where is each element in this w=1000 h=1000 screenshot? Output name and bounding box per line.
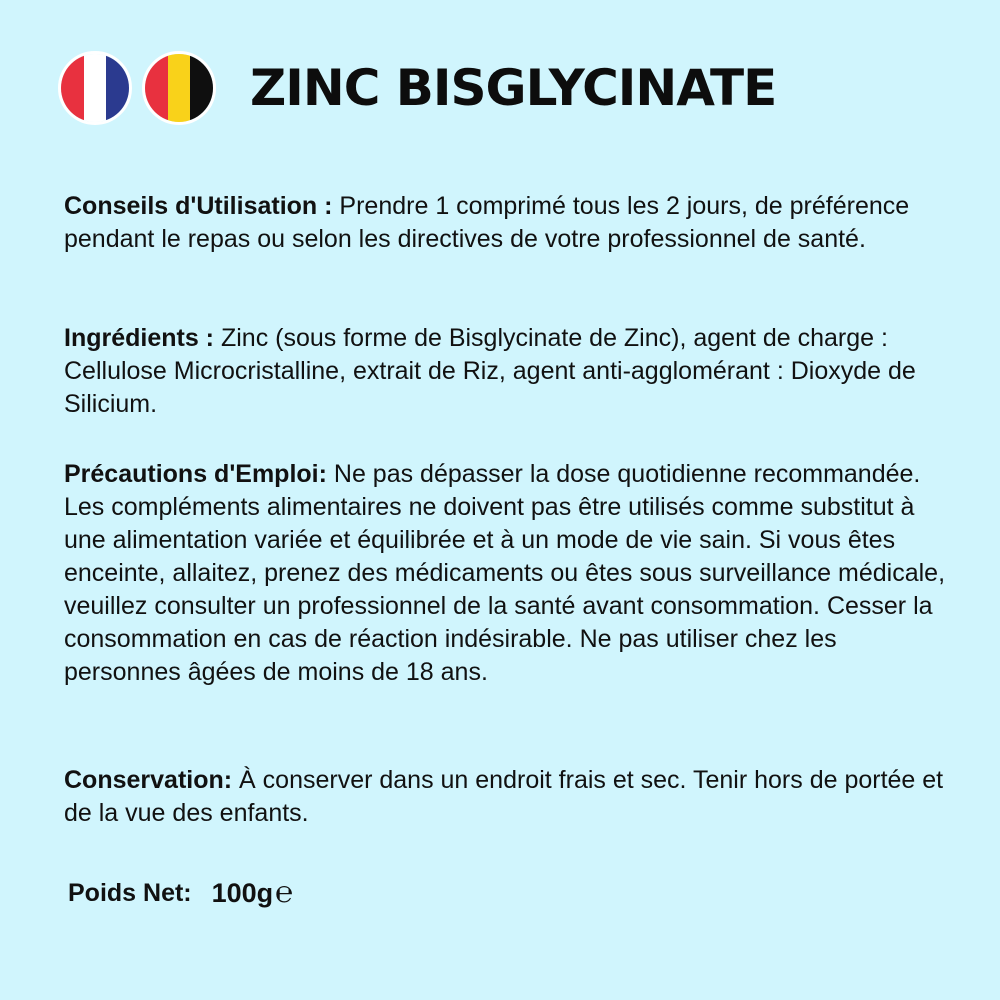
header — [58, 48, 776, 128]
net-weight — [68, 876, 293, 911]
usage-label: Conseils d'Utilisation : — [64, 192, 333, 220]
precautions-text: Ne pas dépasser la dose quotidienne recommandée. Les compléments alimentaires ne doivent pas être utilisés comme substitut à une alimentation variée et équilibrée et à un mode de vie sain. Si vous êtes enceinte, allaitez, prenez des médicaments ou êtes sous surveillance médicale, veuillez consulter un professionnel de la santé avant consommation. Cesser la consommation en cas de réaction indésirable. Ne pas utiliser chez les personnes âgées de moins de 18 ans. — [64, 460, 946, 686]
estimated-sign-icon: ℮ — [275, 875, 294, 910]
france-flag-icon — [58, 51, 132, 125]
belgium-flag-icon — [142, 51, 216, 125]
net-weight-value: 100g — [211, 878, 274, 908]
precautions-label: Précautions d'Emploi: — [64, 460, 327, 488]
storage-text: À conserver dans un endroit frais et sec. Tenir hors de portée et de la vue des enfants. — [64, 766, 944, 827]
ingredients-text: Zinc (sous forme de Bisglycinate de Zinc), agent de charge : Cellulose Microcristalline, extrait de Riz, agent anti-agglomérant : Dioxyde de Silicium. — [64, 324, 916, 418]
product-title: ZINC BISGLYCINATE — [250, 59, 777, 117]
ingredients-section — [64, 322, 954, 421]
net-weight-label: Poids Net: — [68, 879, 192, 907]
usage-section — [64, 190, 954, 256]
ingredients-label: Ingrédients : — [64, 324, 215, 352]
storage-section — [64, 764, 954, 830]
storage-label: Conservation: — [64, 766, 233, 794]
precautions-section — [64, 458, 954, 689]
usage-text: Prendre 1 comprimé tous les 2 jours, de préférence pendant le repas ou selon les directives de votre professionnel de santé. — [64, 192, 910, 253]
